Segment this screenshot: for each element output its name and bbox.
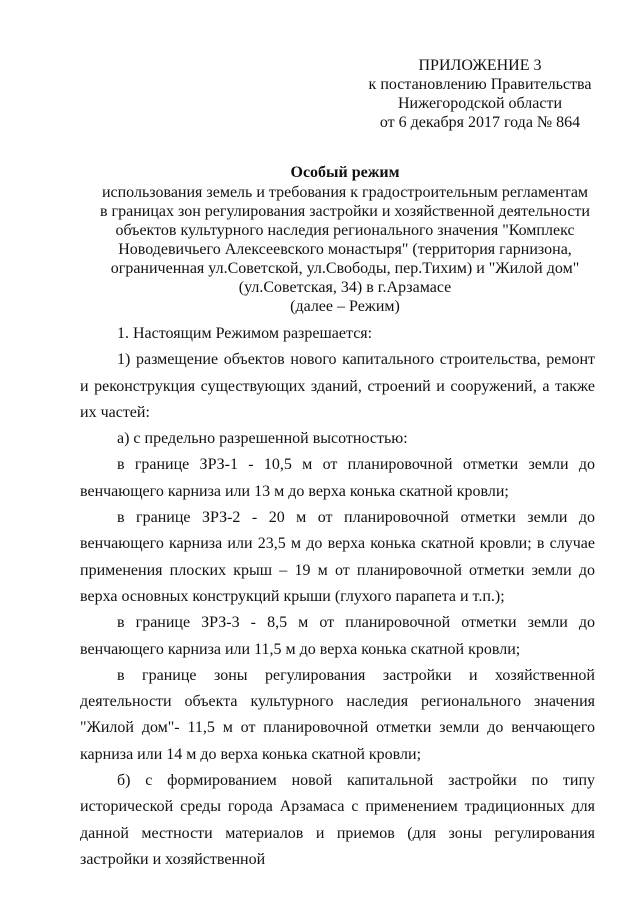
appendix-date: от 6 декабря 2017 года № 864: [379, 114, 581, 131]
paragraph: 1. Настоящим Режимом разрешается:: [117, 325, 373, 342]
title-line: объектов культурного наследия регионального значения "Комплекс: [115, 222, 575, 239]
document-body: [80, 321, 595, 873]
paragraph: а) с предельно разрешенной высотностью:: [117, 430, 408, 448]
document-title: Особый режим: [290, 164, 400, 181]
appendix-reference: к постановлению Правительства: [368, 76, 592, 93]
paragraph: в границе ЗРЗ-2 - 20 м от планировочной отметки земли до венчающего карниза или 23,5 м до верха конька скатной кровли; в случае применения плоских крыш – 19 м от планировочной отметки земли до верха основных конструкций крыши (глухого парапета и т.п.);: [80, 509, 595, 605]
title-line: Новодевичьего Алексеевского монастыря" (территория гарнизона,: [118, 241, 572, 258]
appendix-number: ПРИЛОЖЕНИЕ 3: [418, 57, 542, 74]
paragraph: б) с формированием новой капитальной застройки по типу исторической среды города Арзамаса с применением традиционных для данной местности материалов и приемов (для зоны регулирования застройки и хозяйственной: [80, 772, 595, 868]
paragraph: в границе зоны регулирования застройки и хозяйственной деятельности объекта культурного наследия регионального значения "Жилой дом"- 11,5 м от планировочной отметки земли до венчающего карниза или 14 м до верха конька скатной кровли;: [80, 666, 595, 763]
paragraph: в границе ЗРЗ-1 - 10,5 м от планировочной отметки земли до венчающего карниза или 13 м до верха конька скатной кровли;: [80, 456, 595, 500]
scan-artifact: [0, 893, 70, 899]
appendix-region: Нижегородской области: [397, 95, 562, 112]
appendix-header: [350, 56, 610, 132]
document-title-block: [80, 163, 610, 316]
title-line: ограниченная ул.Советской, ул.Свободы, пер.Тихим) и "Жилой дом": [110, 260, 580, 277]
paragraph: в границе ЗРЗ-3 - 8,5 м от планировочной отметки земли до венчающего карниза или 11,5 м до верха конька скатной кровли;: [80, 614, 595, 658]
title-line: (далее – Режим): [290, 298, 400, 315]
title-line: использования земель и требования к градостроительным регламентам: [101, 184, 589, 201]
paragraph: 1) размещение объектов нового капитального строительства, ремонт и реконструкция существующих зданий, строений и сооружений, а также их частей:: [80, 351, 595, 421]
title-line: в границах зон регулирования застройки и хозяйственной деятельности: [100, 203, 590, 220]
title-line: (ул.Советская, 34) в г.Арзамасе: [238, 279, 452, 296]
